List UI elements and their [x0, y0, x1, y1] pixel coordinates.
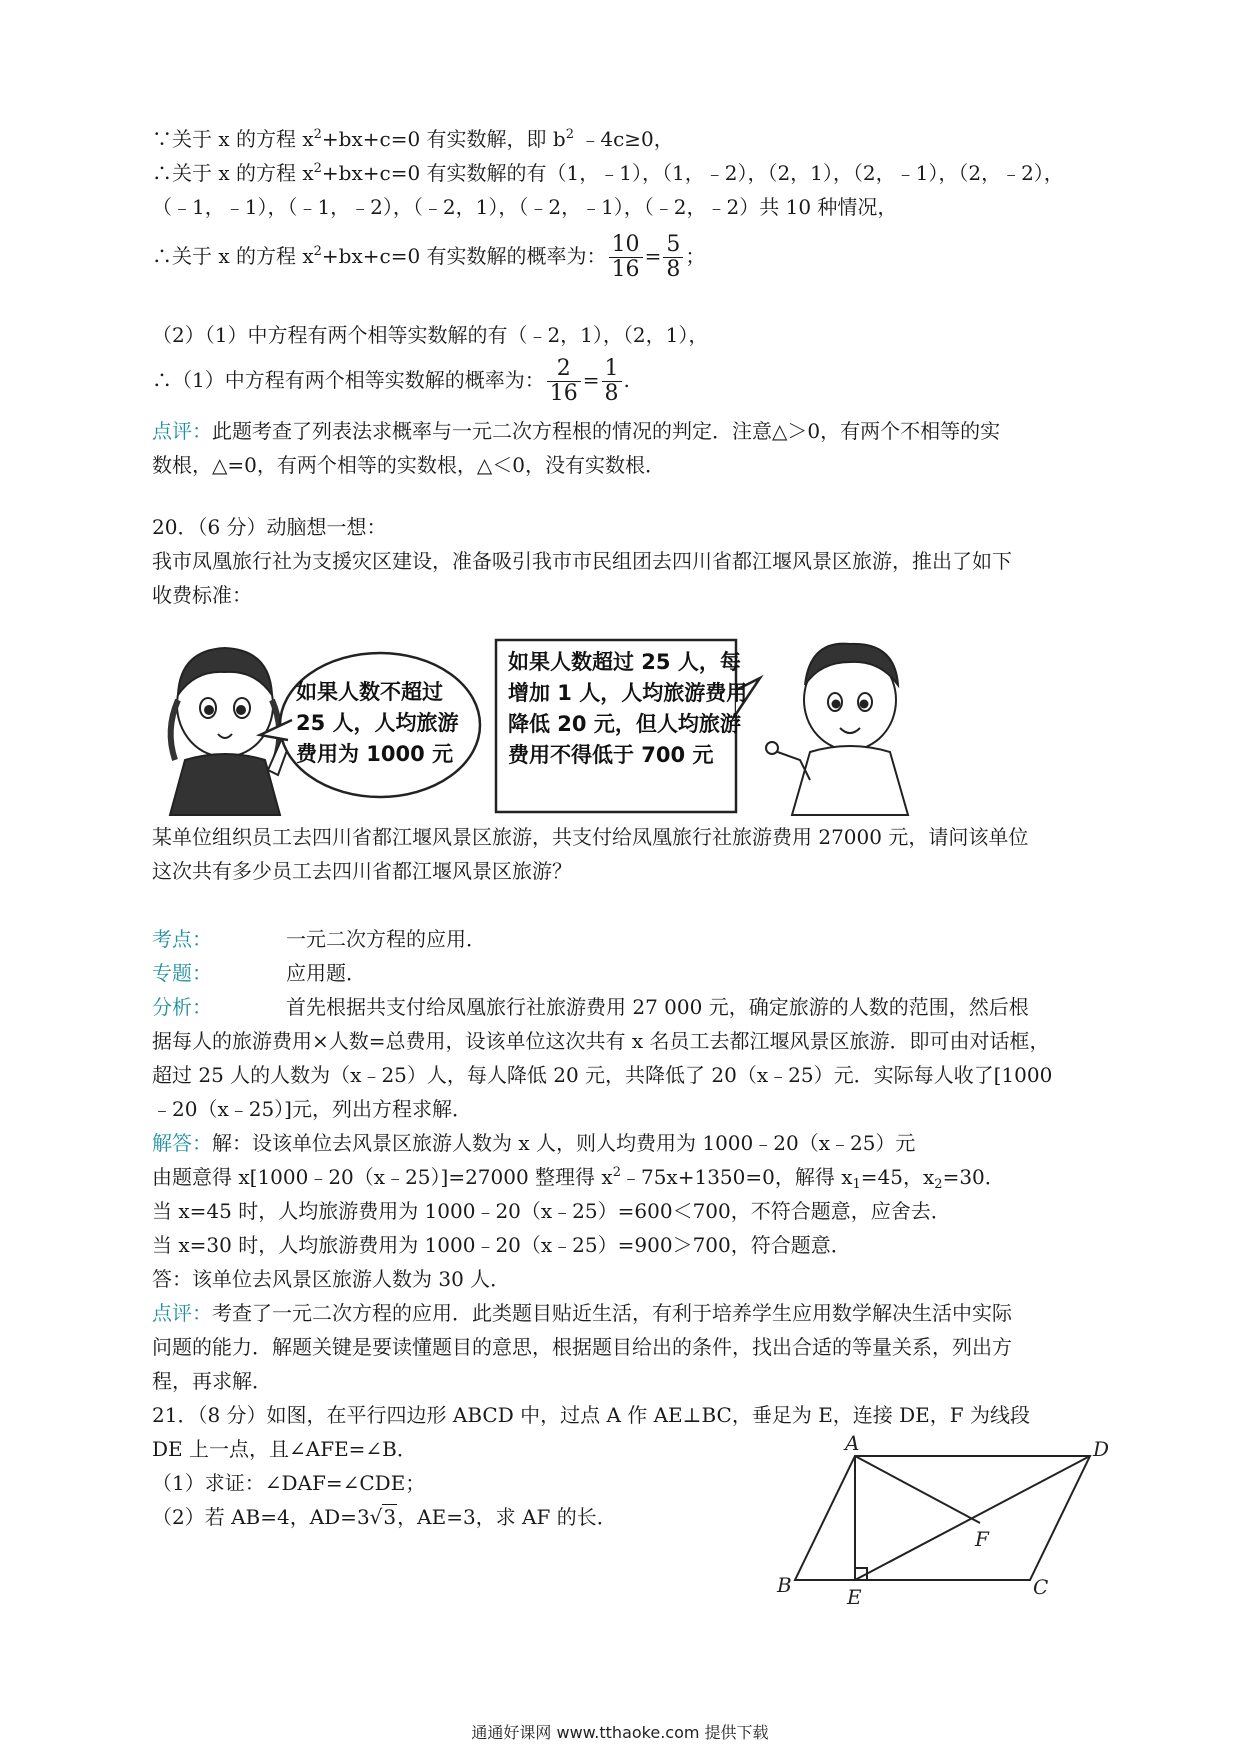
q20-comment-line-2: 问题的能力．解题关键是要读懂题目的意思，根据题目给出的条件，找出合适的等量关系，列出方 [152, 1335, 1012, 1359]
q21-title-line-2: DE 上一点，且∠AFE=∠B． [152, 1437, 417, 1461]
q20-jieda-line-1: 解答：解：设该单位去风景区旅游人数为 x 人，则人均费用为 1000﹣20（x﹣25）元 [152, 1131, 916, 1155]
fraction-5-8: $\frac{5}{8}$ [663, 233, 683, 282]
square-root-icon: √3 [369, 1505, 397, 1529]
point-f-label: F [975, 1527, 989, 1551]
q20-comment-line-3: 程，再求解． [152, 1369, 272, 1393]
q20-intro-line-2: 收费标准： [152, 583, 252, 607]
q21-title-line-1: 21．（8 分）如图，在平行四边形 ABCD 中，过点 A 作 AE⊥BC，垂足为 E，连接 DE，F 为线段 [152, 1403, 1031, 1427]
fraction-1-8: $\frac{1}{8}$ [602, 357, 622, 406]
q19-comment-line-1: 点评：此题考查了列表法求概率与一元二次方程根的情况的判定．注意△＞0，有两个不相等的实 [152, 419, 1001, 443]
point-d-label: D [1093, 1437, 1110, 1461]
q19-line-4: ∴关于 x 的方程 $x^2+bx+c=0$ 有实数解的概率为： $\frac{10}{16}$ = $\frac{5}{8}$ ； [152, 232, 706, 282]
parallelogram-figure [775, 1430, 1110, 1610]
q20-jieda-line-4: 当 x=30 时，人均旅游费用为 1000﹣20（x﹣25）=900＞700，符合题意． [152, 1233, 851, 1257]
q21-part-1: （1）求证：∠DAF=∠CDE； [152, 1471, 426, 1495]
q20-jieda-line-3: 当 x=45 时，人均旅游费用为 1000﹣20（x﹣25）=600＜700，不符合题意，应舍去． [152, 1199, 951, 1223]
q21-part-2: （2）若 AB=4，AD=3√3，AE=3，求 AF 的长． [152, 1500, 1092, 1534]
point-c-label: C [1033, 1575, 1049, 1599]
q20-jieda-line-2: 由题意得 x[1000﹣20（x﹣25）]=27000 整理得 $x^2﹣75x+1350=0$，解得 $x_1=45$，$x_2=30$． [152, 1165, 1005, 1192]
q20-question-line-2: 这次共有多少员工去四川省都江堰风景区旅游？ [152, 859, 572, 883]
point-b-label: B [777, 1573, 792, 1597]
q19-line-1: ∵关于 x 的方程 $x^2+bx+c=0$ 有实数解，即 $b^2$ ﹣4c≥0， [152, 127, 674, 151]
q20-title: 20．（6 分）动脑想一想： [152, 515, 387, 539]
q20-fenxi-line-4: ﹣20（x﹣25）]元，列出方程求解． [152, 1097, 472, 1121]
page-footer: 通通好课网 www.tthaoke.com 提供下载 [471, 1723, 769, 1742]
q19-line-2: ∴关于 x 的方程 $x^2+bx+c=0$ 有实数解的有（1，﹣1），（1，﹣2），（2，1），（2，﹣1），（2，﹣2）， [152, 161, 1064, 185]
q19-line-6: ∴（1）中方程有两个相等实数解的概率为： $\frac{2}{16}$ = $\frac{1}{8}$ . [152, 356, 630, 406]
q20-comment-line-1: 点评：考查了一元二次方程的应用．此类题目贴近生活，有利于培养学生应用数学解决生活中实际 [152, 1301, 1012, 1325]
fraction-10-16: $\frac{10}{16}$ [609, 233, 643, 282]
q19-comment-line-2: 数根，△=0，有两个相等的实数根，△＜0，没有实数根． [152, 453, 665, 477]
point-a-label: A [845, 1431, 860, 1455]
boy-cartoon-icon [766, 644, 908, 815]
q20-fenxi-line-1: 分析： 首先根据共支付给凤凰旅行社旅游费用 27 000 元，确定旅游的人数的范围，然后根 [152, 995, 1029, 1019]
bubble-right-text: 如果人数超过 25 人，每 增加 1 人，人均旅游费用 降低 20 元，但人均旅游 费用不得低于 700 元 [508, 650, 748, 767]
q20-kaodian: 考点： 一元二次方程的应用． [152, 927, 486, 951]
bubble-left-text: 如果人数不超过 25 人，人均旅游 费用为 1000 元 [296, 680, 459, 766]
q20-jieda-line-5: 答：该单位去风景区旅游人数为 30 人． [152, 1267, 511, 1291]
q20-intro-line-1: 我市凤凰旅行社为支援灾区建设，准备吸引我市市民组团去四川省都江堰风景区旅游，推出了如下 [152, 549, 1012, 573]
q20-zhuanti: 专题： 应用题． [152, 961, 366, 985]
q20-question-line-1: 某单位组织员工去四川省都江堰风景区旅游，共支付给凤凰旅行社旅游费用 27000 元，请问该单位 [152, 825, 1029, 849]
q19-line-3: （﹣1，﹣1），（﹣1，﹣2），（﹣2，1），（﹣2，﹣1），（﹣2，﹣2）共 10 种情况， [152, 195, 898, 219]
fraction-2-16: $\frac{2}{16}$ [547, 357, 581, 406]
point-e-label: E [847, 1585, 862, 1609]
q20-fenxi-line-2: 据每人的旅游费用×人数=总费用，设该单位这次共有 x 名员工去都江堰风景区旅游．即可由对话框， [152, 1029, 1050, 1053]
q19-line-5: （2）（1）中方程有两个相等实数解的有（﹣2，1），（2，1）， [152, 323, 709, 347]
q20-fenxi-line-3: 超过 25 人的人数为（x﹣25）人，每人降低 20 元，共降低了 20（x﹣25）元．实际每人收了[1000 [152, 1063, 1053, 1087]
